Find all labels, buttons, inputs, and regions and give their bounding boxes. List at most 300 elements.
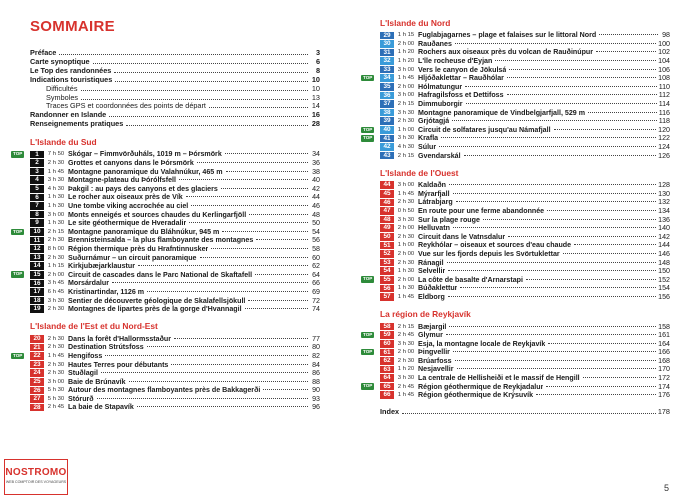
hike-page: 100 bbox=[658, 39, 670, 48]
leader-dots bbox=[109, 116, 308, 117]
index-entry[interactable] bbox=[380, 408, 670, 417]
hike-name: Kirkjubæjarklaustur bbox=[68, 262, 136, 271]
hike-duration: 3 h 30 bbox=[397, 340, 415, 347]
hike-page: 166 bbox=[658, 348, 670, 357]
hike-duration: 3 h 00 bbox=[47, 211, 65, 218]
hike-duration: 3 h 00 bbox=[47, 378, 65, 385]
hike-name: Sur la plage rouge bbox=[418, 215, 480, 224]
hike-name: Kristinartindar, 1126 m bbox=[68, 287, 145, 296]
hike-number: 56 bbox=[380, 285, 394, 293]
hike-row[interactable] bbox=[30, 360, 320, 369]
leader-dots bbox=[596, 51, 656, 52]
leader-dots bbox=[546, 386, 656, 387]
hike-row[interactable] bbox=[380, 339, 670, 348]
leader-dots bbox=[495, 60, 656, 61]
toc-page: 14 bbox=[311, 101, 320, 111]
hike-row[interactable] bbox=[30, 279, 320, 288]
leader-dots bbox=[441, 137, 656, 138]
leader-dots bbox=[209, 107, 308, 108]
hike-row[interactable] bbox=[380, 117, 670, 126]
toc-label: Le Top des randonnées bbox=[30, 65, 112, 75]
hike-row[interactable] bbox=[363, 348, 670, 357]
toc-label: Carte synoptique bbox=[30, 56, 90, 66]
leader-dots bbox=[455, 360, 657, 361]
hike-duration: 2 h 30 bbox=[47, 237, 65, 244]
hike-row[interactable] bbox=[30, 185, 320, 194]
hike-row[interactable] bbox=[380, 365, 670, 374]
hike-page: 128 bbox=[658, 181, 670, 190]
hike-name: Destination Strútsfoss bbox=[68, 343, 144, 352]
hike-number: 25 bbox=[30, 378, 44, 386]
hike-page: 126 bbox=[658, 151, 670, 160]
hike-page: 164 bbox=[658, 339, 670, 348]
leader-dots bbox=[452, 120, 657, 121]
hike-page: 58 bbox=[312, 244, 320, 253]
hike-row[interactable] bbox=[380, 198, 670, 207]
leader-dots bbox=[138, 265, 308, 266]
hike-name: Vue sur les fjords depuis les Svörtuklettar bbox=[418, 249, 560, 258]
hike-duration: 3 h 00 bbox=[397, 182, 415, 189]
hike-row[interactable] bbox=[380, 224, 670, 233]
leader-dots bbox=[453, 351, 656, 352]
hike-number: 23 bbox=[30, 361, 44, 369]
toc-label: Randonner en Islande bbox=[30, 110, 107, 120]
hike-page: 54 bbox=[312, 227, 320, 236]
hike-duration: 1 h 30 bbox=[397, 285, 415, 292]
hike-row[interactable] bbox=[380, 108, 670, 117]
hike-row[interactable] bbox=[30, 219, 320, 228]
hike-section bbox=[13, 321, 320, 412]
hike-number: 14 bbox=[30, 262, 44, 270]
hike-row[interactable] bbox=[30, 253, 320, 262]
hike-page: 44 bbox=[312, 193, 320, 202]
hike-row[interactable] bbox=[363, 275, 670, 284]
section-heading: L'Islande de l'Est et du Nord-Est bbox=[30, 321, 158, 332]
hike-duration: 1 h 45 bbox=[397, 293, 415, 300]
leader-dots bbox=[81, 90, 309, 91]
hike-duration: 2 h 15 bbox=[47, 228, 65, 235]
hike-row[interactable] bbox=[380, 31, 670, 40]
hike-page: 66 bbox=[312, 279, 320, 288]
hike-page: 74 bbox=[312, 305, 320, 314]
hike-row[interactable] bbox=[380, 250, 670, 259]
hike-row[interactable] bbox=[380, 151, 670, 160]
leader-dots bbox=[222, 231, 308, 232]
right-column bbox=[363, 18, 670, 416]
top-badge: TOP bbox=[363, 135, 373, 141]
hike-duration: 1 h 15 bbox=[397, 32, 415, 39]
hike-duration: 5 h 30 bbox=[47, 395, 65, 402]
leader-dots bbox=[59, 54, 308, 55]
hike-number: 61 bbox=[380, 349, 394, 357]
hike-row[interactable] bbox=[30, 262, 320, 271]
leader-dots bbox=[583, 377, 657, 378]
hike-row[interactable] bbox=[30, 176, 320, 185]
hike-row[interactable] bbox=[30, 343, 320, 352]
hike-name: Nesjavellir bbox=[418, 365, 454, 374]
leader-dots bbox=[536, 394, 656, 395]
hike-page: 69 bbox=[312, 287, 320, 296]
hike-page: 172 bbox=[658, 374, 670, 383]
hike-number: 2 bbox=[30, 159, 44, 167]
hike-sections-right bbox=[363, 18, 670, 400]
hike-number: 16 bbox=[30, 280, 44, 288]
hike-duration: 1 h 45 bbox=[397, 75, 415, 82]
hike-row[interactable] bbox=[363, 134, 670, 143]
hike-duration: 2 h 30 bbox=[397, 118, 415, 125]
hike-page: 86 bbox=[312, 369, 320, 378]
toc-page: 8 bbox=[315, 65, 320, 75]
hike-row[interactable] bbox=[30, 210, 320, 219]
hike-row[interactable] bbox=[363, 74, 670, 83]
hike-page: 72 bbox=[312, 296, 320, 305]
hike-name: Le site géothermique de Hveradalir bbox=[68, 219, 187, 228]
hike-duration: 1 h 30 bbox=[47, 220, 65, 227]
hike-row[interactable] bbox=[363, 125, 670, 135]
hike-row[interactable] bbox=[380, 190, 670, 199]
top-badge: TOP bbox=[363, 331, 373, 337]
hike-name: Autour des montagnes flamboyantes près de Bakkagerði bbox=[68, 386, 261, 395]
hike-row[interactable] bbox=[380, 293, 670, 302]
leader-dots bbox=[509, 69, 656, 70]
hike-row[interactable] bbox=[30, 193, 320, 202]
hike-row[interactable] bbox=[380, 232, 670, 241]
leader-dots bbox=[248, 300, 308, 301]
leader-dots bbox=[245, 308, 308, 309]
toc-page: 10 bbox=[311, 74, 320, 84]
hike-number: 33 bbox=[380, 66, 394, 74]
hike-page: 98 bbox=[662, 31, 670, 40]
hike-page: 48 bbox=[312, 210, 320, 219]
hike-row[interactable] bbox=[380, 267, 670, 276]
top-badge: TOP bbox=[363, 276, 373, 282]
hike-number: 17 bbox=[30, 288, 44, 296]
hike-number: 37 bbox=[380, 100, 394, 108]
leader-dots bbox=[225, 153, 308, 154]
hike-row[interactable] bbox=[30, 386, 320, 395]
toc-page: 28 bbox=[311, 119, 320, 129]
hike-number: 32 bbox=[380, 57, 394, 65]
leader-dots bbox=[447, 262, 657, 263]
hike-page: 158 bbox=[658, 322, 670, 331]
hike-row[interactable] bbox=[30, 395, 320, 404]
leader-dots bbox=[112, 282, 308, 283]
hike-row[interactable] bbox=[30, 296, 320, 305]
hike-duration: 1 h 45 bbox=[397, 190, 415, 197]
hike-name: Rauðanes bbox=[418, 39, 452, 48]
hike-row[interactable] bbox=[380, 143, 670, 152]
leader-dots bbox=[563, 253, 656, 254]
hike-duration: 2 h 00 bbox=[47, 271, 65, 278]
hike-row[interactable] bbox=[380, 357, 670, 366]
hike-row[interactable] bbox=[13, 227, 320, 237]
hike-duration: 2 h 00 bbox=[397, 349, 415, 356]
leader-dots bbox=[147, 291, 308, 292]
hike-name: Montagnes de lipartes près de la gorge d'Hvannagil bbox=[68, 305, 242, 314]
hike-number: 30 bbox=[380, 40, 394, 48]
hike-name: Helluvatn bbox=[418, 224, 450, 233]
hike-number: 7 bbox=[30, 202, 44, 210]
hike-name: La centrale de Hellisheiði et le massif de Hengill bbox=[418, 374, 580, 383]
hike-row[interactable] bbox=[380, 258, 670, 267]
hike-number: 22 bbox=[30, 352, 44, 360]
hike-page: 42 bbox=[312, 184, 320, 193]
hike-duration: 3 h 30 bbox=[47, 297, 65, 304]
hike-duration: 1 h 45 bbox=[47, 168, 65, 175]
general-toc bbox=[30, 49, 320, 129]
top-badge: TOP bbox=[13, 271, 23, 277]
leader-dots bbox=[81, 99, 308, 100]
section-heading: L'Islande de l'Ouest bbox=[380, 167, 459, 178]
hike-duration: 1 h 15 bbox=[47, 263, 65, 270]
hike-duration: 2 h 00 bbox=[397, 40, 415, 47]
hike-row[interactable] bbox=[380, 40, 670, 49]
hike-duration: 2 h 45 bbox=[397, 332, 415, 339]
leader-dots bbox=[588, 112, 657, 113]
hike-page: 168 bbox=[658, 356, 670, 365]
hike-name: Grottes et canyons dans le Þórsmörk bbox=[68, 159, 194, 168]
hike-number: 65 bbox=[380, 383, 394, 391]
leader-dots bbox=[574, 244, 656, 245]
hike-duration: 1 h 30 bbox=[397, 268, 415, 275]
hike-page: 174 bbox=[658, 382, 670, 391]
leader-dots bbox=[507, 94, 657, 95]
hike-name: Montagne panoramique de Vindbelgjarfjall, 529 m bbox=[418, 108, 586, 117]
leader-dots bbox=[226, 171, 308, 172]
hike-duration: 3 h 30 bbox=[47, 177, 65, 184]
leader-dots bbox=[448, 270, 656, 271]
hike-row[interactable] bbox=[30, 369, 320, 378]
hike-name: Montagne panoramique du Valahnúkur, 465 m bbox=[68, 167, 223, 176]
hike-section bbox=[13, 137, 320, 314]
leader-dots bbox=[457, 368, 657, 369]
hike-name: Hljóðaklettar – Rauðhólar bbox=[418, 74, 504, 83]
hike-number: 28 bbox=[30, 404, 44, 412]
hike-page: 77 bbox=[312, 334, 320, 343]
hike-row[interactable] bbox=[30, 288, 320, 297]
hike-page: 82 bbox=[312, 351, 320, 360]
hike-row[interactable] bbox=[380, 181, 670, 190]
hike-duration: 2 h 30 bbox=[397, 357, 415, 364]
hike-number: 46 bbox=[380, 199, 394, 207]
hike-name: Þingvellir bbox=[418, 348, 450, 357]
hike-name: Fuglabjagarnes – plage et falaises sur le littoral Nord bbox=[418, 31, 597, 40]
leader-dots bbox=[221, 188, 308, 189]
hike-duration: 3 h 30 bbox=[397, 216, 415, 223]
hike-row[interactable] bbox=[380, 91, 670, 100]
hike-page: 62 bbox=[312, 262, 320, 271]
leader-dots bbox=[456, 201, 656, 202]
hike-name: Búðaklettur bbox=[418, 284, 458, 293]
top-badge: TOP bbox=[363, 126, 373, 132]
hike-duration: 2 h 30 bbox=[47, 370, 65, 377]
toc-label: Indications touristiques bbox=[30, 74, 113, 84]
toc-label: Traces GPS et coordonnées des points de départ bbox=[46, 101, 206, 111]
hike-row[interactable] bbox=[13, 270, 320, 279]
leader-dots bbox=[446, 334, 656, 335]
hike-number: 24 bbox=[30, 369, 44, 377]
hike-row[interactable] bbox=[380, 83, 670, 92]
hike-row[interactable] bbox=[13, 351, 320, 361]
hike-duration: 1 h 20 bbox=[397, 49, 415, 56]
hike-duration: 1 h 00 bbox=[397, 242, 415, 249]
hike-name: Le rocher aux oiseaux près de Vík bbox=[68, 193, 183, 202]
hike-page: 148 bbox=[658, 258, 670, 267]
hike-name: Sentier de découverte géologique de Skalafellsjökull bbox=[68, 296, 246, 305]
hike-name: Dans la forêt d'Hallormsstaður bbox=[68, 334, 171, 343]
leader-dots bbox=[211, 248, 308, 249]
hike-duration: 2 h 15 bbox=[397, 152, 415, 159]
hike-duration: 1 h 45 bbox=[397, 392, 415, 399]
hike-name: Látrabjarg bbox=[418, 198, 453, 207]
hike-number: 55 bbox=[380, 276, 394, 284]
hike-row[interactable] bbox=[13, 150, 320, 159]
leader-dots bbox=[554, 129, 657, 130]
hike-row[interactable] bbox=[380, 374, 670, 383]
hike-name: Montagne panoramique du Bláhnúkur, 945 m bbox=[68, 227, 220, 236]
hike-number: 42 bbox=[380, 143, 394, 151]
hike-duration: 1 h 20 bbox=[397, 58, 415, 65]
hike-page: 140 bbox=[658, 224, 670, 233]
hike-row[interactable] bbox=[380, 241, 670, 250]
hike-row[interactable] bbox=[30, 377, 320, 386]
hike-number: 4 bbox=[30, 176, 44, 184]
hike-name: La côte de basalte d'Arnarstapi bbox=[418, 275, 523, 284]
hike-row[interactable] bbox=[380, 284, 670, 293]
top-badge: TOP bbox=[363, 349, 373, 354]
leader-dots bbox=[466, 103, 657, 104]
hike-number: 58 bbox=[380, 323, 394, 331]
hike-number: 36 bbox=[380, 92, 394, 100]
hike-number: 41 bbox=[380, 135, 394, 143]
hike-row[interactable] bbox=[380, 100, 670, 109]
toc-label: Renseignements pratiques bbox=[30, 119, 124, 129]
hike-row[interactable] bbox=[380, 57, 670, 66]
hike-name: Ránagil bbox=[418, 258, 444, 267]
toc-page: 13 bbox=[311, 92, 320, 102]
hike-row[interactable] bbox=[30, 403, 320, 412]
logo-name: NOSTROMO bbox=[5, 467, 67, 478]
hike-row[interactable] bbox=[30, 245, 320, 254]
hike-name: Brúarfoss bbox=[418, 356, 452, 365]
hike-row[interactable] bbox=[380, 207, 670, 216]
leader-dots bbox=[137, 406, 308, 407]
hike-name: Stórurð bbox=[68, 394, 94, 403]
hike-number: 52 bbox=[380, 250, 394, 258]
hike-section bbox=[363, 18, 670, 160]
hike-name: Vers le canyon de Jökulsá bbox=[418, 65, 507, 74]
hike-page: 142 bbox=[658, 232, 670, 241]
hike-duration: 1 h 20 bbox=[397, 366, 415, 373]
hike-row[interactable] bbox=[380, 48, 670, 57]
hike-number: 21 bbox=[30, 344, 44, 352]
hike-row[interactable] bbox=[30, 202, 320, 211]
hike-number: 15 bbox=[30, 271, 44, 279]
hike-number: 40 bbox=[380, 126, 394, 134]
hike-number: 13 bbox=[30, 254, 44, 262]
leader-dots bbox=[189, 222, 308, 223]
hike-row[interactable] bbox=[380, 322, 670, 331]
leader-dots bbox=[548, 343, 656, 344]
hike-number: 39 bbox=[380, 117, 394, 125]
hike-name: Glymur bbox=[418, 331, 443, 340]
hike-page: 93 bbox=[312, 394, 320, 403]
toc-entry[interactable] bbox=[30, 120, 320, 129]
hike-number: 35 bbox=[380, 83, 394, 91]
hike-number: 62 bbox=[380, 357, 394, 365]
hike-row[interactable] bbox=[380, 215, 670, 224]
hike-row[interactable] bbox=[30, 305, 320, 314]
hike-duration: 2 h 45 bbox=[47, 404, 65, 411]
hike-page: 102 bbox=[658, 48, 670, 57]
leader-dots bbox=[114, 72, 308, 73]
hike-row[interactable] bbox=[380, 65, 670, 74]
leader-dots bbox=[126, 125, 308, 126]
hike-duration: 2 h 45 bbox=[397, 383, 415, 390]
top-badge: TOP bbox=[363, 383, 373, 389]
leader-dots bbox=[186, 196, 308, 197]
hike-row[interactable] bbox=[30, 159, 320, 168]
toc-label: Préface bbox=[30, 48, 57, 57]
hike-name: Baie de Brúnavík bbox=[68, 377, 126, 386]
hike-duration: 2 h 30 bbox=[397, 259, 415, 266]
hike-duration: 2 h 30 bbox=[47, 160, 65, 167]
hike-number: 27 bbox=[30, 395, 44, 403]
leader-dots bbox=[439, 146, 656, 147]
hike-row[interactable] bbox=[30, 167, 320, 176]
hike-row[interactable] bbox=[380, 391, 670, 400]
hike-row[interactable] bbox=[363, 382, 670, 391]
hike-number: 3 bbox=[30, 168, 44, 176]
hike-page: 130 bbox=[658, 189, 670, 198]
hike-row[interactable] bbox=[363, 331, 670, 340]
hike-name: Circuit de cascades dans le Parc National de Skaftafell bbox=[68, 270, 253, 279]
hike-page: 154 bbox=[658, 284, 670, 293]
hike-page: 34 bbox=[312, 150, 320, 159]
leader-dots bbox=[255, 274, 308, 275]
page-number: 5 bbox=[664, 483, 670, 493]
hike-page: 40 bbox=[312, 176, 320, 185]
hike-row[interactable] bbox=[30, 236, 320, 245]
hike-number: 26 bbox=[30, 387, 44, 395]
leader-dots bbox=[200, 257, 309, 258]
hike-page: 90 bbox=[312, 386, 320, 395]
hike-name: Grjótagjá bbox=[418, 117, 450, 126]
hike-duration: 2 h 30 bbox=[47, 361, 65, 368]
hike-number: 54 bbox=[380, 267, 394, 275]
hike-duration: 8 h 00 bbox=[47, 245, 65, 252]
hike-page: 120 bbox=[658, 125, 670, 134]
leader-dots bbox=[101, 372, 308, 373]
hike-page: 156 bbox=[658, 292, 670, 301]
hike-page: 112 bbox=[658, 91, 670, 100]
hike-page: 56 bbox=[312, 236, 320, 245]
hike-page: 60 bbox=[312, 253, 320, 262]
toc-page: 16 bbox=[311, 110, 320, 120]
hike-duration: 3 h 00 bbox=[397, 92, 415, 99]
hike-duration: 1 h 45 bbox=[47, 352, 65, 359]
hike-page: 144 bbox=[658, 241, 670, 250]
hike-row[interactable] bbox=[30, 334, 320, 343]
hike-duration: 2 h 30 bbox=[47, 344, 65, 351]
leader-dots bbox=[455, 43, 656, 44]
hike-number: 8 bbox=[30, 211, 44, 219]
hike-duration: 2 h 00 bbox=[397, 250, 415, 257]
hike-name: Hólmatungur bbox=[418, 82, 463, 91]
hike-page: 88 bbox=[312, 377, 320, 386]
leader-dots bbox=[460, 287, 656, 288]
leader-dots bbox=[547, 210, 656, 211]
